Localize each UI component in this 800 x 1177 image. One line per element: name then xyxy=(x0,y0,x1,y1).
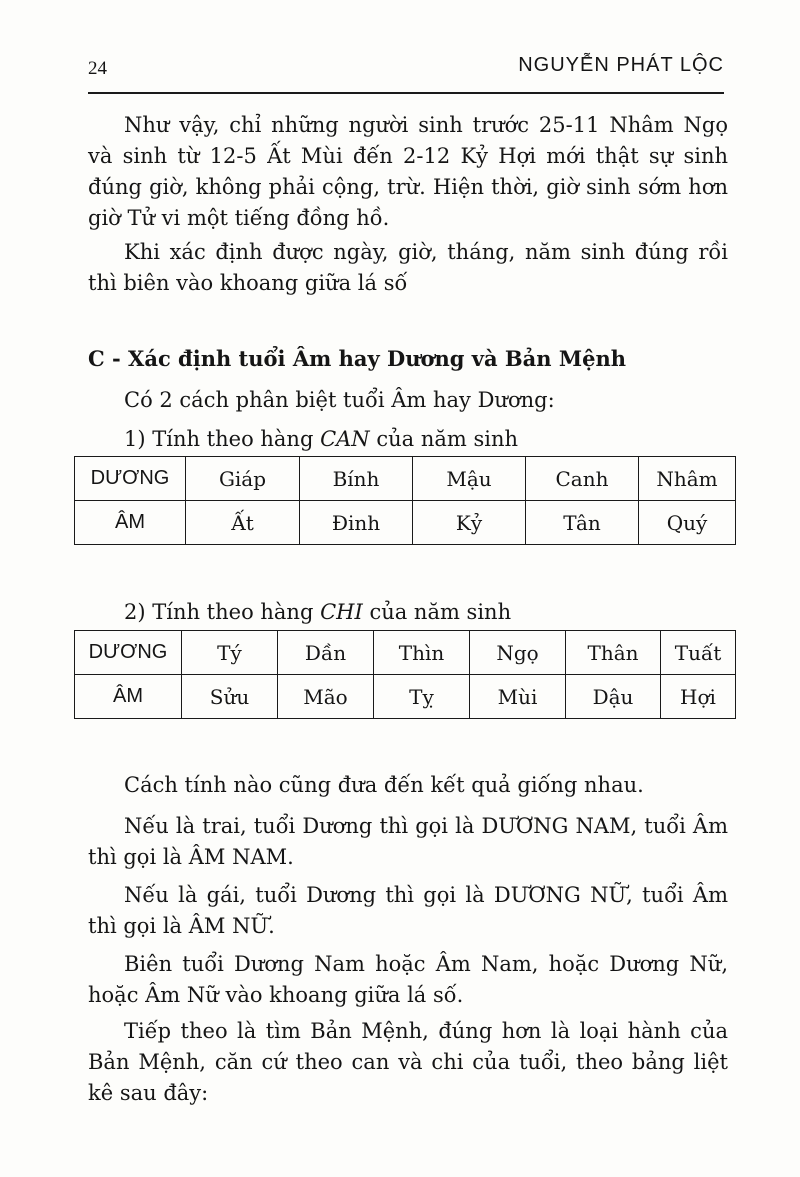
table-chi xyxy=(74,630,736,719)
method-1-emphasis: CAN xyxy=(320,427,370,451)
table-cell: Tỵ xyxy=(374,675,470,719)
running-head-author: NGUYỄN PHÁT LỘC xyxy=(518,54,724,76)
page-header xyxy=(88,44,724,94)
method-2-label xyxy=(124,597,724,628)
table-row-am xyxy=(75,501,736,545)
table-cell: Mão xyxy=(278,675,374,719)
table-cell: Nhâm xyxy=(639,457,736,501)
method-1-prefix: 1) Tính theo hàng xyxy=(124,427,321,451)
table-cell: Giáp xyxy=(186,457,300,501)
method-2-emphasis: CHI xyxy=(320,600,363,624)
table-cell: Mậu xyxy=(413,457,526,501)
method-2-suffix: của năm sinh xyxy=(362,600,512,624)
table-cell: Dần xyxy=(278,631,374,675)
paragraph-same-result: Cách tính nào cũng đưa đến kết quả giống nhau. xyxy=(124,773,644,797)
table-cell: DƯƠNG xyxy=(75,457,186,501)
table-cell: Sửu xyxy=(182,675,278,719)
table-can xyxy=(74,456,736,545)
table-cell: Kỷ xyxy=(413,501,526,545)
table-cell: Bính xyxy=(300,457,413,501)
table-row-am xyxy=(75,675,736,719)
table-cell: DƯƠNG xyxy=(75,631,182,675)
method-1-suffix: của năm sinh xyxy=(369,427,519,451)
table-cell: Thân xyxy=(566,631,661,675)
section-intro: Có 2 cách phân biệt tuổi Âm hay Dương: xyxy=(124,388,555,412)
table-cell: Tân xyxy=(526,501,639,545)
table-cell: ÂM xyxy=(75,675,182,719)
table-cell: Canh xyxy=(526,457,639,501)
table-cell: Tý xyxy=(182,631,278,675)
table-row-duong xyxy=(75,631,736,675)
page-number: 24 xyxy=(88,58,107,79)
paragraph-record-age: Biên tuổi Dương Nam hoặc Âm Nam, hoặc Dương Nữ, hoặc Âm Nữ vào khoang giữa lá số. xyxy=(88,952,728,1007)
table-cell: Ất xyxy=(186,501,300,545)
paragraph-male: Nếu là trai, tuổi Dương thì gọi là DƯƠNG NAM, tuổi Âm thì gọi là ÂM NAM. xyxy=(88,814,728,869)
section-heading: C - Xác định tuổi Âm hay Dương và Bản Mệnh xyxy=(88,346,626,371)
paragraph-female: Nếu là gái, tuổi Dương thì gọi là DƯƠNG NỮ, tuổi Âm thì gọi là ÂM NỮ. xyxy=(88,883,728,938)
table-row-duong xyxy=(75,457,736,501)
table-cell: Hợi xyxy=(661,675,736,719)
table-cell: Quý xyxy=(639,501,736,545)
paragraph-ban-menh: Tiếp theo là tìm Bản Mệnh, đúng hơn là loại hành của Bản Mệnh, căn cứ theo can và chi của tuổi, theo bảng liệt kê sau đây: xyxy=(88,1019,728,1105)
method-1-label xyxy=(124,424,724,455)
table-cell: ÂM xyxy=(75,501,186,545)
paragraph-birth-time: Như vậy, chỉ những người sinh trước 25-11 Nhâm Ngọ và sinh từ 12-5 Ất Mùi đến 2-12 Kỷ Hợi mới thật sự sinh đúng giờ, không phải cộng, trừ. Hiện thời, giờ sinh sớm hơn giờ Tử vi một tiếng đồng hồ. xyxy=(88,113,728,230)
table-cell: Ngọ xyxy=(470,631,566,675)
table-cell: Đinh xyxy=(300,501,413,545)
table-cell: Tuất xyxy=(661,631,736,675)
table-cell: Mùi xyxy=(470,675,566,719)
table-cell: Dậu xyxy=(566,675,661,719)
table-cell: Thìn xyxy=(374,631,470,675)
method-2-prefix: 2) Tính theo hàng xyxy=(124,600,321,624)
paragraph-record-birth: Khi xác định được ngày, giờ, tháng, năm sinh đúng rồi thì biên vào khoang giữa lá số xyxy=(88,240,728,295)
